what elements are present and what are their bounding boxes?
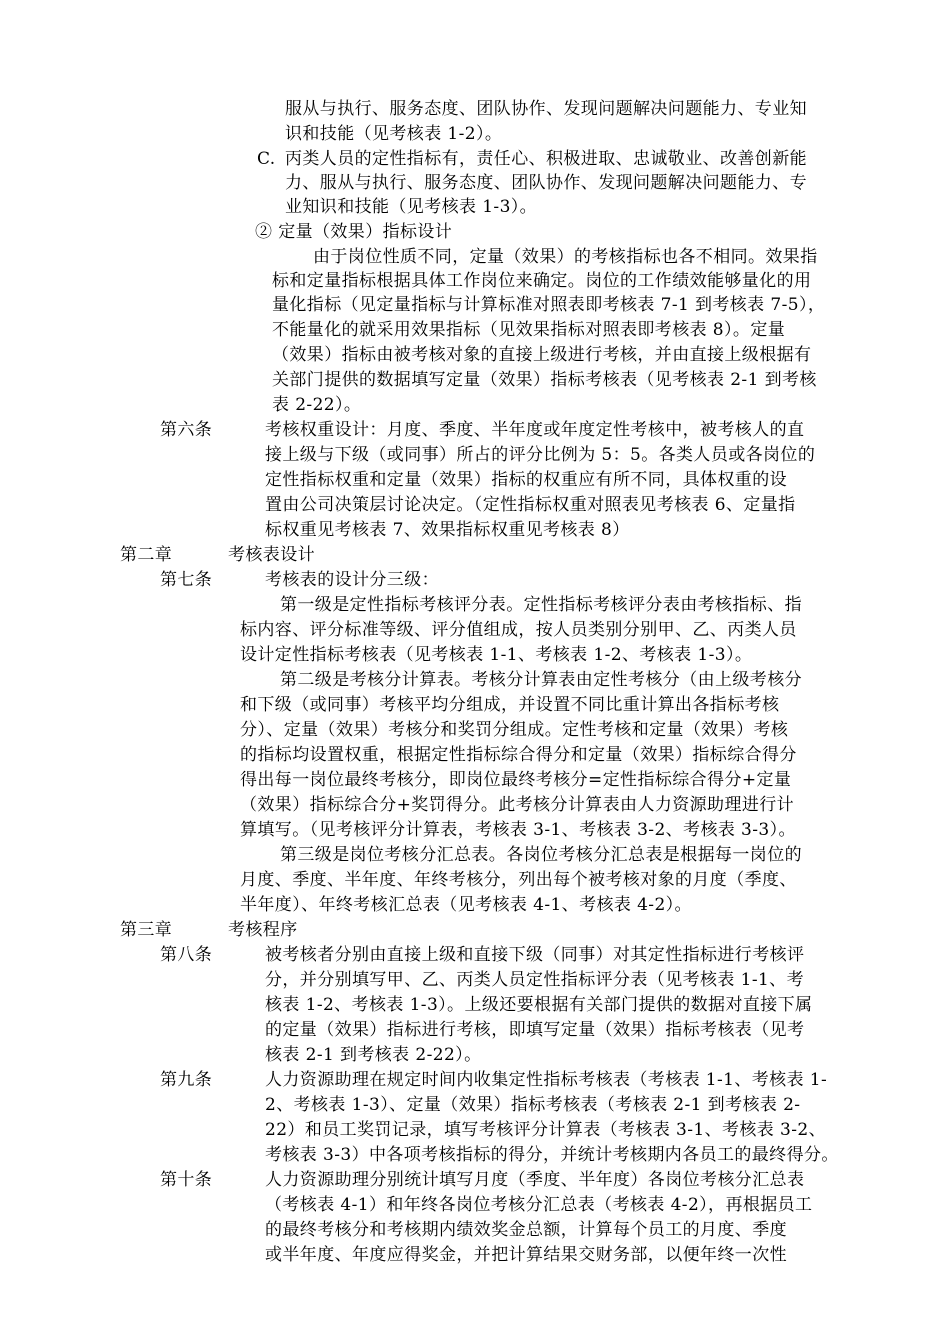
text-line: 关部门提供的数据填写定量（效果）指标考核表（见考核表 2-1 到考核 [272,370,817,390]
text-line: 标权重见考核表 7、效果指标权重见考核表 8） [265,520,630,540]
text-line: 表 2-22）。 [272,395,362,415]
text-line: 考核表的设计分三级： [265,570,439,590]
text-line: 第一级是定性指标考核评分表。定性指标考核评分表由考核指标、指 [280,595,802,615]
text-line: 设计定性指标考核表（见考核表 1-1、考核表 1-2、考核表 1-3）。 [240,645,753,665]
text-line: 的最终考核分和考核期内绩效奖金总额，计算每个员工的月度、季度 [265,1220,787,1240]
text-line: 被考核者分别由直接上级和直接下级（同事）对其定性指标进行考核评 [265,945,805,965]
text-line: 标内容、评分标准等级、评分值组成，按人员类别分别甲、乙、丙类人员 [240,620,797,640]
section-subheading: ② 定量（效果）指标设计 [255,222,453,242]
text-line: 或半年度、年度应得奖金，并把计算结果交财务部，以便年终一次性 [265,1245,787,1265]
article-label: 第八条 [160,945,213,965]
text-line: 标和定量指标根据具体工作岗位来确定。岗位的工作绩效能够量化的用 [272,271,812,291]
chapter-title: 考核程序 [228,920,298,940]
text-line: （效果）指标综合分+奖罚得分。此考核分计算表由人力资源助理进行计 [240,795,795,815]
article-label: 第九条 [160,1070,213,1090]
text-line: 和下级（或同事）考核平均分组成，并设置不同比重计算出各指标考核 [240,695,780,715]
text-line: 分）、定量（效果）考核分和奖罚分组成。定性考核和定量（效果）考核 [240,720,789,740]
text-line: 2、考核表 1-3）、定量（效果）指标考核表（考核表 2-1 到考核表 2- [265,1095,801,1115]
article-label: 第七条 [160,570,213,590]
text-line: 的定量（效果）指标进行考核，即填写定量（效果）指标考核表（见考 [265,1020,805,1040]
text-line: 核表 1-2、考核表 1-3）。上级还要根据有关部门提供的数据对直接下属 [265,995,813,1015]
text-line: （效果）指标由被考核对象的直接上级进行考核，并由直接上级根据有 [272,345,812,365]
text-line: 考核表 3-3）中各项考核指标的得分，并统计考核期内各员工的最终得分。 [265,1145,839,1165]
text-line: 置由公司决策层讨论决定。（定性指标权重对照表见考核表 6、定量指 [265,495,796,515]
article-label: 第十条 [160,1170,213,1190]
text-line: 识和技能（见考核表 1-2）。 [285,124,503,144]
text-line: 接上级与下级（或同事）所占的评分比例为 5：5。各类人员或各岗位的 [265,445,816,465]
text-line: 由于岗位性质不同，定量（效果）的考核指标也各不相同。效果指 [313,247,818,267]
chapter-label: 第二章 [120,545,173,565]
text-line: 业知识和技能（见考核表 1-3）。 [285,197,538,217]
text-line: 人力资源助理在规定时间内收集定性指标考核表（考核表 1-1、考核表 1- [265,1070,828,1090]
chapter-label: 第三章 [120,920,173,940]
text-line: 月度、季度、半年度、年终考核分，列出每个被考核对象的月度（季度、 [240,870,797,890]
chapter-title: 考核表设计 [228,545,315,565]
text-line: 量化指标（见定量指标与计算标准对照表即考核表 7-1 到考核表 7-5）， [272,295,826,315]
text-line: 核表 2-1 到考核表 2-22）。 [265,1045,482,1065]
text-line: 半年度）、年终考核汇总表（见考核表 4-1、考核表 4-2）。 [240,895,692,915]
article-label: 第六条 [160,420,213,440]
text-line: 得出每一岗位最终考核分，即岗位最终考核分=定性指标综合得分+定量 [240,770,792,790]
text-line: 分，并分别填写甲、乙、丙类人员定性指标评分表（见考核表 1-1、考 [265,970,804,990]
text-line: 第三级是岗位考核分汇总表。各岗位考核分汇总表是根据每一岗位的 [280,845,802,865]
text-line: 第二级是考核分计算表。考核分计算表由定性考核分（由上级考核分 [280,670,802,690]
text-line: （考核表 4-1）和年终各岗位考核分汇总表（考核表 4-2），再根据员工 [265,1195,813,1215]
text-line: 算填写。（见考核评分计算表，考核表 3-1、考核表 3-2、考核表 3-3）。 [240,820,796,840]
list-marker: C. [257,149,276,169]
text-line: 不能量化的就采用效果指标（见效果指标对照表即考核表 8）。定量 [272,320,786,340]
text-line: 考核权重设计：月度、季度、半年度或年度定性考核中，被考核人的直 [265,420,805,440]
text-line: 人力资源助理分别统计填写月度（季度、半年度）各岗位考核分汇总表 [265,1170,805,1190]
text-line: 的指标均设置权重，根据定性指标综合得分和定量（效果）指标综合得分 [240,745,797,765]
text-line: 定性指标权重和定量（效果）指标的权重应有所不同，具体权重的设 [265,470,787,490]
text-line: 服从与执行、服务态度、团队协作、发现问题解决问题能力、专业知 [285,99,807,119]
text-line: 22）和员工奖罚记录，填写考核评分计算表（考核表 3-1、考核表 3-2、 [265,1120,826,1140]
text-line: 力、服从与执行、服务态度、团队协作、发现问题解决问题能力、专 [285,173,807,193]
text-line: 丙类人员的定性指标有，责任心、积极进取、忠诚敬业、改善创新能 [285,149,807,169]
